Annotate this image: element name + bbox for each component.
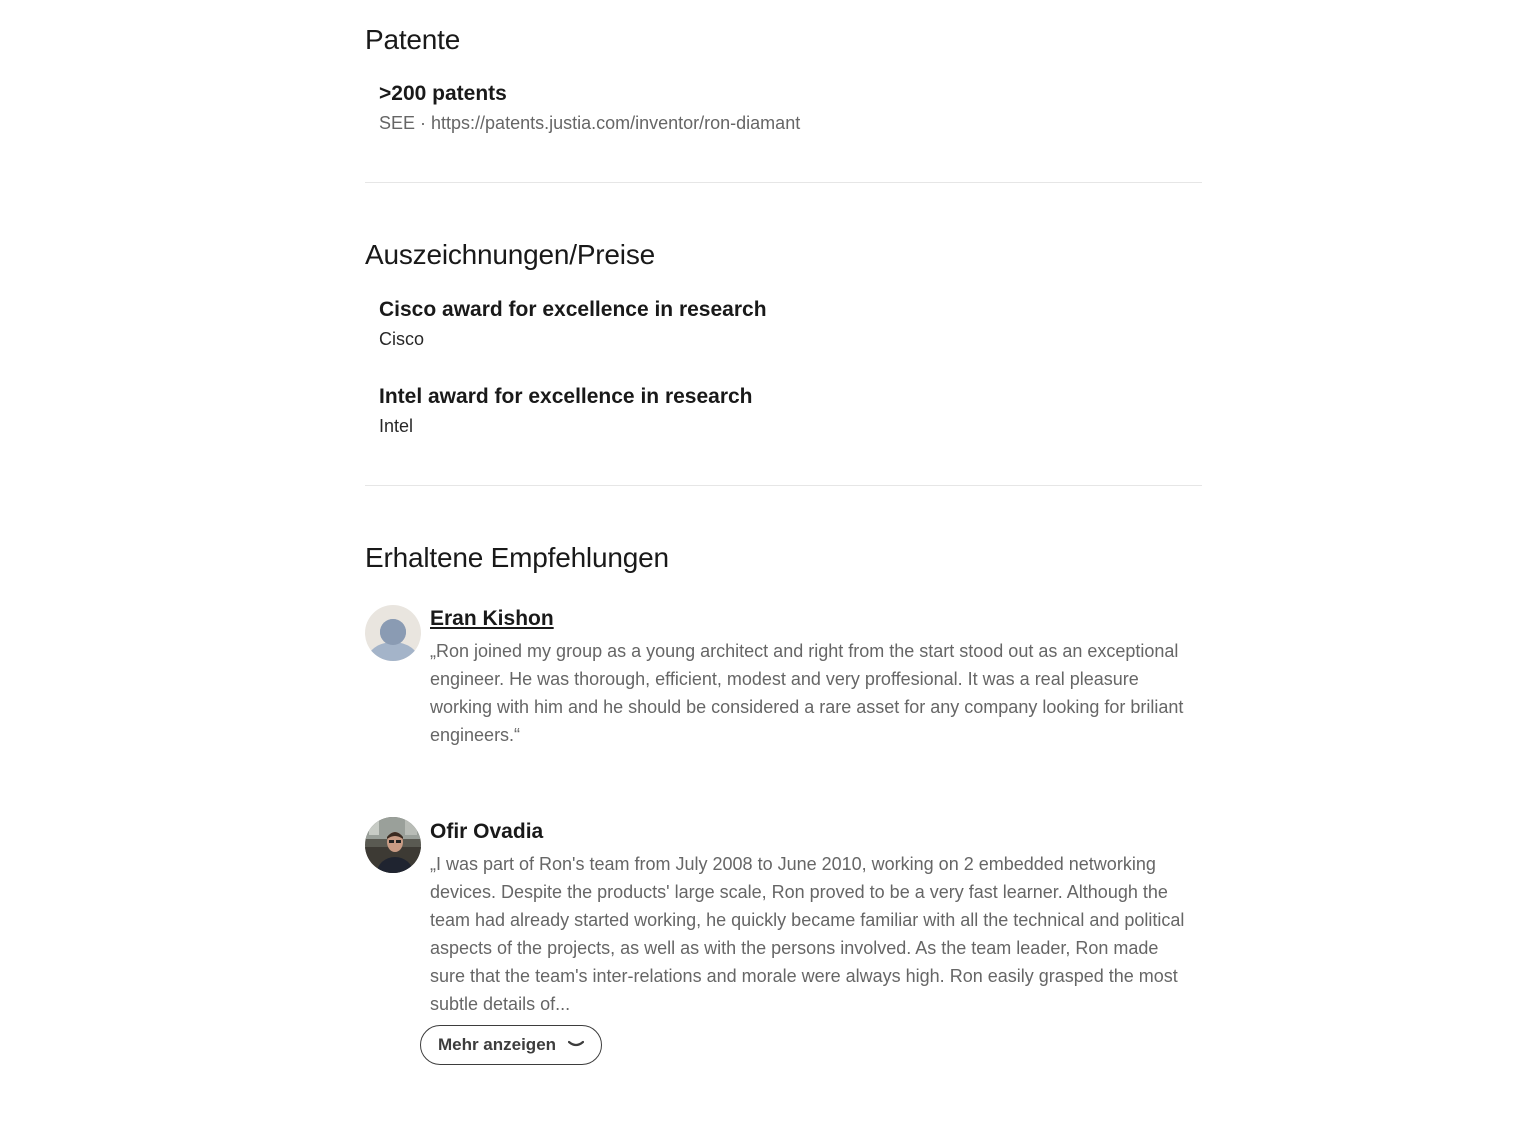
- recommendation-text: „I was part of Ron's team from July 2008 to June 2010, working on 2 embedded networking devices. Despite the products' large scale, Ron proved to be a very fast learner. Although the team had already started working, he quickly became familiar with all the technical and political aspects of the projects, as well as with the persons involved. As the team leader, Ron made sure that the team's inter-relations and morale were always high. Ron easily grasped the most subtle details of...: [430, 854, 1185, 1014]
- recommendation-item: [365, 817, 1190, 1018]
- show-more-button[interactable]: [420, 1025, 602, 1065]
- patent-link[interactable]: https://patents.justia.com/inventor/ron-diamant: [431, 113, 801, 133]
- profile-photo[interactable]: [365, 817, 421, 873]
- default-person-icon[interactable]: [365, 605, 421, 661]
- awards-heading: Auszeichnungen/Preise: [365, 239, 655, 270]
- recommendation-body: [430, 605, 1190, 749]
- section-divider: [365, 182, 1202, 183]
- recommender-name[interactable]: Ofir Ovadia: [430, 820, 544, 843]
- award-title: Intel award for excellence in research: [379, 385, 753, 408]
- recommendation-item: [365, 605, 1190, 749]
- award-title: Cisco award for excellence in research: [379, 298, 767, 321]
- patent-number-prefix: SEE ·: [379, 113, 432, 133]
- patent-item: [379, 82, 1179, 134]
- award-issuer: Cisco: [379, 329, 425, 349]
- recommendation-body: [430, 817, 1190, 1018]
- show-more-label: Mehr anzeigen: [437, 1035, 557, 1054]
- chevron-down-icon: [568, 1040, 584, 1050]
- recommendations-heading: Erhaltene Empfehlungen: [365, 542, 669, 573]
- award-item: [379, 298, 1179, 350]
- recommendation-text: „Ron joined my group as a young architect and right from the start stood out as an exceptional engineer. He was thorough, efficient, modest and very proffesional. It was a real pleasure working with him and he should be considered a rare asset for any company looking for briliant engineers.“: [430, 641, 1184, 745]
- patent-meta: [379, 113, 1179, 134]
- section-divider: [365, 485, 1202, 486]
- award-issuer: Intel: [379, 416, 414, 436]
- award-item: [379, 385, 1179, 437]
- patent-title: >200 patents: [379, 82, 507, 105]
- recommender-name-link[interactable]: Eran Kishon: [430, 607, 554, 630]
- patents-heading: Patente: [365, 24, 461, 55]
